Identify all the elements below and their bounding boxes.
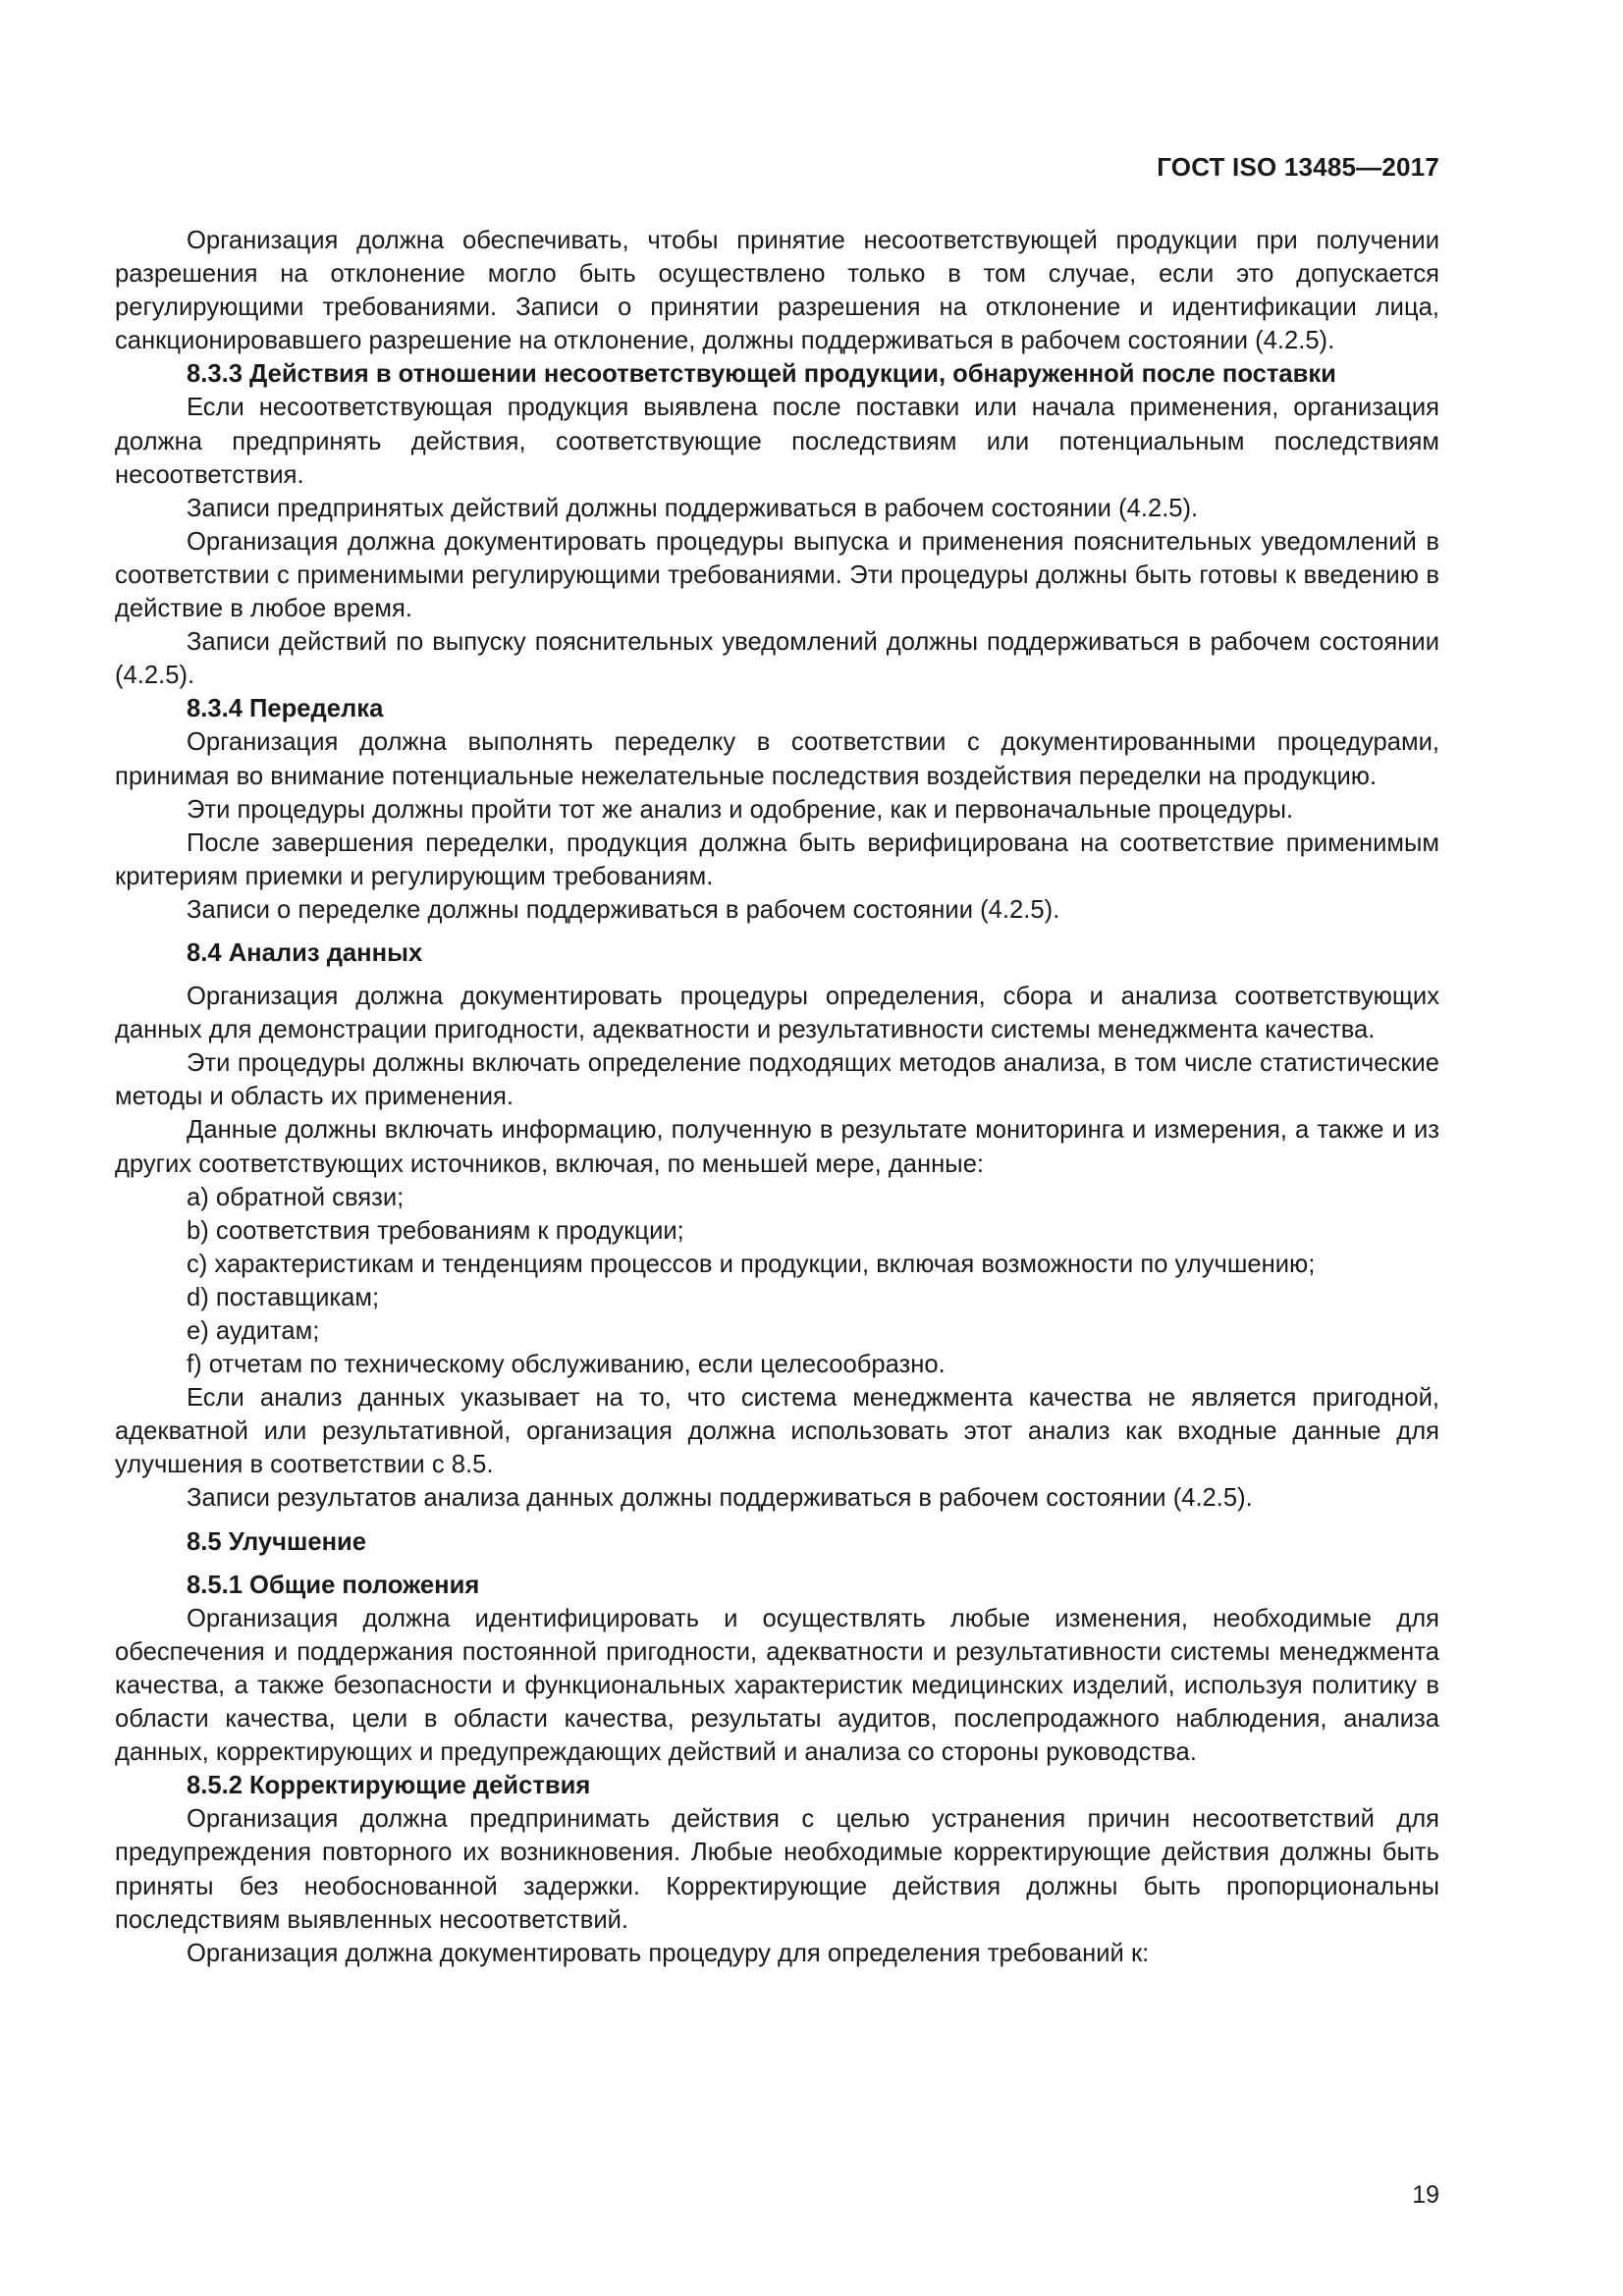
- document-code: ГОСТ ISO 13485—2017: [1157, 152, 1439, 182]
- list-item: a) обратной связи;: [187, 1183, 405, 1211]
- section-heading-8-5: 8.5 Улучшение: [187, 1527, 367, 1556]
- paragraph: Данные должны включать информацию, полученную в результате мониторинга и измерения, а также и из других соответствующих источников, включая, по меньшей мере, данные:: [115, 1116, 1439, 1178]
- paragraph: Записи предпринятых действий должны поддерживаться в рабочем состоянии (4.2.5).: [187, 494, 1199, 522]
- list-item: f) отчетам по техническому обслуживанию, если целесообразно.: [187, 1351, 946, 1379]
- paragraph: Записи о переделке должны поддерживаться в рабочем состоянии (4.2.5).: [187, 895, 1060, 924]
- paragraph: Организация должна документировать процедуры определения, сбора и анализа соответствующих данных для демонстрации пригодности, адекватности и результативности системы менеджмента качества.: [115, 983, 1439, 1044]
- section-heading-8-5-1: 8.5.1 Общие положения: [187, 1571, 480, 1599]
- paragraph: Организация должна документировать процедуры выпуска и применения пояснительных уведомлений в соответствии с применимыми регулирующими требованиями. Эти процедуры должны быть готовы к введению в действие в любое время.: [115, 527, 1439, 623]
- paragraph: Организация должна выполнять переделку в соответствии с документированными процедурами, принимая во внимание потенциальные нежелательные последствия воздействия переделки на продукцию.: [115, 728, 1439, 790]
- paragraph: Записи результатов анализа данных должны поддерживаться в рабочем состоянии (4.2.5).: [187, 1484, 1253, 1513]
- paragraph: Организация должна документировать процедуру для определения требований к:: [187, 1939, 1150, 1967]
- paragraph: Записи действий по выпуску пояснительных уведомлений должны поддерживаться в рабочем состоянии (4.2.5).: [115, 628, 1439, 690]
- paragraph: Если анализ данных указывает на то, что система менеджмента качества не является пригодной, адекватной или результативной, организация должна использовать этот анализ как входные данные для улучшения в соответствии с 8.5.: [115, 1384, 1439, 1479]
- page-number: 19: [1412, 2181, 1439, 2209]
- paragraph: Организация должна идентифицировать и осуществлять любые изменения, необходимые для обеспечения и поддержания постоянной пригодности, адекватности и результативности системы менеджмента качества, а также безопасности и функциональных характеристик медицинских изделий, используя политику в области качества, цели в области качества, результаты аудитов, послепродажного наблюдения, анализа данных, корректирующих и предупреждающих действий и анализа со стороны руководства.: [115, 1604, 1439, 1767]
- paragraph: Организация должна обеспечивать, чтобы принятие несоответствующей продукции при получении разрешения на отклонение могло быть осуществлено только в том случае, если это допускается регулирующими требованиями. Записи о принятии разрешения на отклонение и идентификации лица, санкционировавшего разрешение на отклонение, должны поддерживаться в рабочем состоянии (4.2.5).: [115, 227, 1439, 355]
- paragraph: Эти процедуры должны включать определение подходящих методов анализа, в том числе статистические методы и область их применения.: [115, 1049, 1439, 1111]
- paragraph: После завершения переделки, продукция должна быть верифицирована на соответствие применимым критериям приемки и регулирующим требованиям.: [115, 828, 1439, 890]
- list-item: d) поставщикам;: [187, 1283, 380, 1311]
- list-item: e) аудитам;: [187, 1317, 320, 1345]
- list-item: b) соответствия требованиям к продукции;: [187, 1216, 684, 1245]
- paragraph: Организация должна предпринимать действия с целью устранения причин несоответствий для предупреждения повторного их возникновения. Любые необходимые корректирующие действия должны быть приняты без необоснованной задержки. Корректирующие действия должны быть пропорциональны последствиям выявленных несоответствий.: [115, 1805, 1439, 1934]
- section-heading-8-3-4: 8.3.4 Переделка: [187, 695, 384, 723]
- document-body: [115, 224, 1439, 1970]
- paragraph: Если несоответствующая продукция выявлена после поставки или начала применения, организация должна предпринять действия, соответствующие последствиям или потенциальным последствиям несоответствия.: [115, 394, 1439, 489]
- section-heading-8-3-3: 8.3.3 Действия в отношении несоответствующей продукции, обнаруженной после поставки: [187, 360, 1336, 389]
- paragraph: Эти процедуры должны пройти тот же анализ и одобрение, как и первоначальные процедуры.: [187, 795, 1294, 824]
- section-heading-8-5-2: 8.5.2 Корректирующие действия: [187, 1772, 591, 1800]
- section-heading-8-4: 8.4 Анализ данных: [187, 938, 423, 967]
- list-item: c) характеристикам и тенденциям процессов и продукции, включая возможности по улучшению;: [187, 1250, 1316, 1278]
